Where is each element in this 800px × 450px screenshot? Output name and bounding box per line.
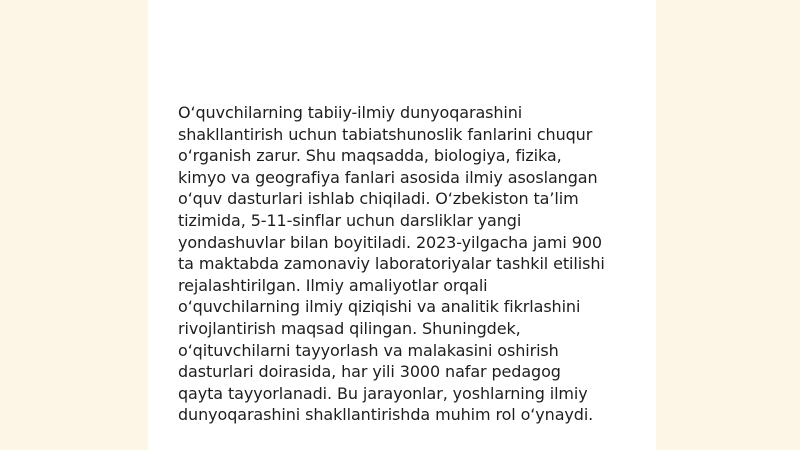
paragraph-line: o‘qituvchilarni tayyorlash va malakasini oshirish [178, 340, 559, 360]
paragraph-line: kimyo va geografiya fanlari asosida ilmiy asoslangan [178, 167, 598, 187]
body-paragraph [178, 102, 638, 426]
paragraph-line: o‘quv dasturlari ishlab chiqiladi. O‘zbekiston ta’lim [178, 189, 579, 209]
paragraph-line: rivojlantirish maqsad qilingan. Shuningdek, [178, 318, 521, 338]
paragraph-line: O‘quvchilarning tabiiy-ilmiy dunyoqarashini [178, 103, 523, 122]
paragraph-line: shakllantirish uchun tabiatshunoslik fanlarini chuqur [178, 124, 593, 144]
document-page [148, 0, 656, 450]
paragraph-line: o‘rganish zarur. Shu maqsadda, biologiya, fizika, [178, 146, 562, 166]
paragraph-line: ta maktabda zamonaviy laboratoriyalar tashkil etilishi [178, 254, 605, 274]
paragraph-line: yondashuvlar bilan boyitiladi. 2023-yilgacha jami 900 [178, 232, 603, 252]
paragraph-line: rejalashtirilgan. Ilmiy amaliyotlar orqali [178, 275, 488, 295]
paragraph-line: dasturlari doirasida, har yili 3000 nafar pedagog [178, 362, 561, 382]
paragraph-line: o‘quvchilarning ilmiy qiziqishi va analitik fikrlashini [178, 297, 581, 317]
paragraph-line: qayta tayyorlanadi. Bu jarayonlar, yoshlarning ilmiy [178, 383, 588, 403]
paragraph-line: dunyoqarashini shakllantirishda muhim rol o‘ynaydi. [178, 405, 594, 425]
paragraph-line: tizimida, 5-11-sinflar uchun darsliklar yangi [178, 210, 522, 230]
